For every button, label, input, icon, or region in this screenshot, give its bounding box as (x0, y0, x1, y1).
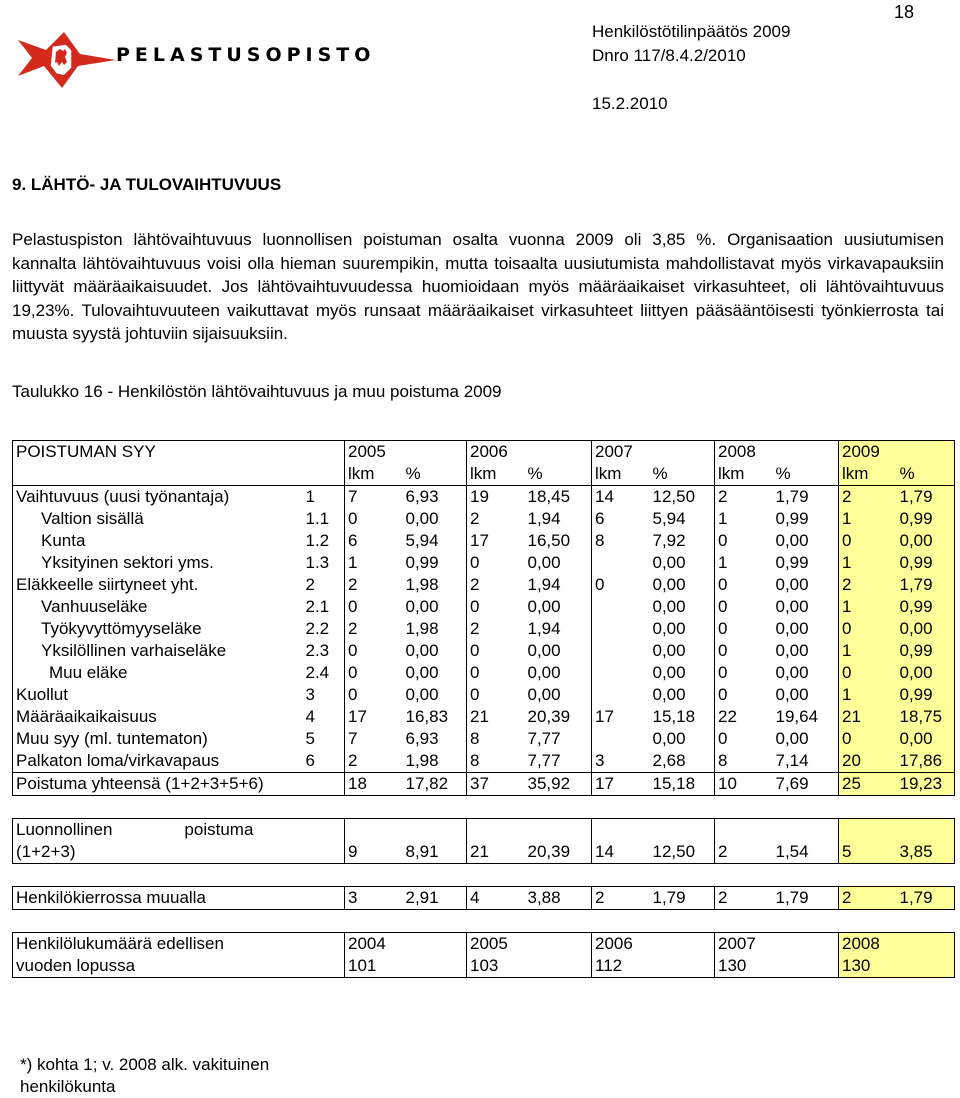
headcount-row-1 (13, 933, 955, 956)
unit-lkm: lkm (715, 463, 773, 486)
headcount-value: 103 (467, 955, 592, 978)
value-cell: 14 (592, 486, 650, 509)
section-paragraph: Pelastuspiston lähtövaihtuvuus luonnollisen poistuman osalta vuonna 2009 oli 3,85 %. Organisaation uusiutumisen kannalta lähtövaihtuvuus voisi olla hieman suurempikin, mutta toisaalta uusiutumista mahdollistavat myös virkavapauksiin liittyvät määräaikaisuudet. Jos lähtövaihtuvuudessa huomioidaan myös määräaikaiset virkasuhteet, oli lähtövaihtuvuus 19,23%. Tulovaihtuvuuteen vaikuttavat myös runsaat määräaikaiset virkasuhteet liittyen pääsääntöisesti työnkierrosta tai muusta syystä johtuviin sijaisuuksiin. (12, 230, 944, 343)
value-cell: 20 (839, 750, 897, 773)
pelastusopisto-logo-icon (18, 30, 116, 90)
value-cell: 0,00 (527, 641, 561, 660)
value-cell: 0,00 (527, 663, 561, 682)
natural-label-b: poistuma (184, 820, 254, 839)
value-cell: 18 (345, 773, 403, 796)
row-label: Yksityinen sektori yms. (13, 552, 303, 574)
value-cell: 0,99 (405, 553, 439, 572)
natural-label (13, 819, 345, 842)
headcount-year: 2004 (345, 933, 467, 956)
value-cell: 0 (715, 618, 773, 640)
row-code: 1 (303, 486, 345, 509)
value-cell: 1,98 (405, 575, 439, 594)
value-cell: 21 (467, 841, 525, 864)
value-cell: 18,45 (525, 486, 592, 509)
value-cell: 0,99 (897, 684, 955, 706)
value-cell (592, 640, 650, 662)
value-cell: 0 (839, 530, 897, 552)
value-cell: 15,18 (650, 773, 715, 796)
value-cell: 0 (345, 508, 403, 530)
value-cell: 0,00 (775, 685, 809, 704)
value-cell: 0,00 (652, 685, 686, 704)
value-cell: 0,99 (897, 640, 955, 662)
value-cell: 0,00 (405, 641, 439, 660)
value-cell: 0,00 (527, 553, 561, 572)
value-cell: 2 (345, 574, 403, 596)
value-cell: 0,00 (652, 663, 686, 682)
headcount-value: 130 (839, 955, 955, 978)
value-cell: 0 (715, 640, 773, 662)
table-row (13, 508, 955, 530)
table-header-row (13, 441, 955, 464)
footnote-line-1: *) kohta 1; v. 2008 alk. vakituinen (20, 1055, 270, 1074)
headcount-label-b: vuoden lopussa (13, 955, 345, 978)
value-cell: 5,94 (652, 509, 686, 528)
unit-lkm: lkm (345, 463, 403, 486)
value-cell: 17 (345, 706, 403, 728)
value-cell (592, 728, 650, 750)
header-year: 2006 (467, 441, 592, 464)
value-cell: 7,69 (773, 773, 839, 796)
value-cell: 7,92 (652, 531, 686, 550)
value-cell: 1,79 (897, 574, 955, 596)
value-cell: 0 (345, 662, 403, 684)
header-year: 2007 (592, 441, 715, 464)
value-cell: 0 (839, 728, 897, 750)
value-cell: 0,00 (775, 729, 809, 748)
row-code: 2.2 (305, 619, 330, 638)
blank-cell (897, 819, 955, 842)
value-cell: 1,79 (897, 887, 955, 910)
value-cell: 0,00 (652, 553, 686, 572)
value-cell: 1 (345, 552, 403, 574)
value-cell: 0 (345, 596, 403, 618)
value-cell: 1,98 (405, 619, 439, 638)
row-code: 1.1 (305, 509, 330, 528)
table-row (13, 552, 955, 574)
headcount-value: 130 (715, 955, 839, 978)
value-cell: 2 (715, 486, 773, 509)
row-label: Palkaton loma/virkavapaus (13, 750, 303, 773)
row-label: Muu eläke (13, 662, 303, 684)
value-cell: 19,64 (775, 707, 819, 726)
row-label: Määräaikaikaisuus (13, 706, 303, 728)
value-cell: 22 (715, 706, 773, 728)
value-cell: 0,00 (775, 531, 809, 550)
value-cell (592, 618, 650, 640)
value-cell: 2 (592, 887, 650, 910)
row-code: 4 (305, 707, 315, 726)
value-cell: 3,85 (897, 841, 955, 864)
value-cell: 0 (345, 684, 403, 706)
value-cell: 21 (467, 706, 525, 728)
value-cell: 0,00 (405, 685, 439, 704)
table-row (13, 530, 955, 552)
value-cell: 12,50 (650, 486, 715, 509)
value-cell: 2,91 (403, 887, 467, 910)
value-cell: 9 (345, 841, 403, 864)
value-cell: 37 (467, 773, 525, 796)
value-cell: 1,79 (897, 486, 955, 509)
value-cell: 0 (467, 662, 525, 684)
value-cell: 0,99 (897, 508, 955, 530)
value-cell: 1 (715, 508, 773, 530)
value-cell (592, 552, 650, 574)
total-row (13, 773, 955, 796)
value-cell: 19 (467, 486, 525, 509)
value-cell: 17 (467, 530, 525, 552)
row-code: 1.3 (305, 553, 330, 572)
row-label: Kunta (13, 530, 303, 552)
value-cell: 1 (839, 596, 897, 618)
value-cell: 8 (592, 530, 650, 552)
value-cell: 8 (467, 750, 525, 773)
blank-cell (650, 819, 715, 842)
value-cell: 3,88 (525, 887, 592, 910)
spacer (13, 910, 955, 933)
value-cell: 6,93 (403, 486, 467, 509)
value-cell: 3 (345, 887, 403, 910)
value-cell: 4 (467, 887, 525, 910)
value-cell: 0,00 (897, 728, 955, 750)
value-cell: 17,86 (897, 750, 955, 773)
section-heading: 9. LÄHTÖ- JA TULOVAIHTUVUUS (12, 175, 282, 194)
value-cell: 0 (715, 530, 773, 552)
row-label: Vaihtuvuus (uusi työnantaja) (13, 486, 303, 509)
value-cell: 20,39 (527, 707, 571, 726)
unit-lkm: lkm (839, 463, 897, 486)
spacer-row (13, 796, 955, 819)
unit-pct: % (527, 464, 543, 483)
value-cell (592, 684, 650, 706)
headcount-value: 101 (345, 955, 467, 978)
value-cell: 2 (839, 486, 897, 509)
row-code: 2 (305, 575, 315, 594)
value-cell: 1,94 (527, 509, 561, 528)
unit-lkm: lkm (592, 463, 650, 486)
value-cell: 6 (345, 530, 403, 552)
table-row (13, 750, 955, 773)
value-cell: 0,00 (405, 509, 439, 528)
unit-pct: % (652, 464, 668, 483)
value-cell: 0,00 (775, 641, 809, 660)
value-cell: 0 (467, 596, 525, 618)
value-cell: 7 (345, 728, 403, 750)
blank-cell (403, 819, 467, 842)
value-cell: 0 (839, 662, 897, 684)
value-cell: 0,00 (652, 729, 686, 748)
headcount-label-a: Henkilölukumäärä edellisen (13, 933, 345, 956)
unit-pct: % (897, 463, 955, 486)
headcount-year: 2007 (715, 933, 839, 956)
value-cell: 8 (467, 728, 525, 750)
value-cell: 17,82 (403, 773, 467, 796)
organization-name (116, 44, 375, 66)
value-cell: 0 (467, 684, 525, 706)
value-cell: 0,00 (775, 619, 809, 638)
value-cell: 1 (839, 508, 897, 530)
value-cell: 2 (467, 574, 525, 596)
spacer (13, 796, 955, 819)
value-cell: 16,83 (405, 707, 449, 726)
value-cell: 0,00 (652, 597, 686, 616)
doc-title: Henkilöstötilinpäätös 2009 (592, 22, 791, 41)
value-cell: 17 (592, 706, 650, 728)
header-year: 2008 (715, 441, 839, 464)
value-cell: 0,00 (897, 530, 955, 552)
value-cell: 1,94 (527, 619, 561, 638)
value-cell: 0,00 (405, 597, 439, 616)
value-cell: 0,99 (897, 552, 955, 574)
value-cell: 3 (592, 750, 650, 773)
header-year: 2005 (345, 441, 467, 464)
value-cell: 17 (592, 773, 650, 796)
value-cell: 0,00 (652, 575, 686, 594)
row-label: Muu syy (ml. tuntematon) (13, 728, 303, 750)
blank-cell (715, 819, 773, 842)
header-title: POISTUMAN SYY (13, 441, 345, 464)
page-number: 18 (893, 2, 914, 22)
doc-date: 15.2.2010 (592, 94, 668, 113)
value-cell: 35,92 (525, 773, 592, 796)
turnover-table (12, 440, 955, 978)
value-cell: 12,50 (650, 841, 715, 864)
row-label: Valtion sisällä (13, 508, 303, 530)
value-cell: 2 (345, 750, 403, 773)
value-cell: 2 (467, 618, 525, 640)
row-label: Vanhuuseläke (13, 596, 303, 618)
footnote (20, 1054, 269, 1098)
value-cell: 8,91 (403, 841, 467, 864)
org-name-text: PELASTUSOPISTO (116, 44, 376, 66)
table-row (13, 728, 955, 750)
value-cell: 0 (467, 640, 525, 662)
table-caption: Taulukko 16 - Henkilöstön lähtövaihtuvuus ja muu poistuma 2009 (12, 382, 502, 401)
natural-row-2 (13, 841, 955, 864)
spacer (13, 864, 955, 887)
unit-pct: % (775, 464, 791, 483)
value-cell: 21 (839, 706, 897, 728)
value-cell: 15,18 (652, 707, 696, 726)
value-cell: 1,79 (773, 887, 839, 910)
value-cell: 14 (592, 841, 650, 864)
value-cell: 0,00 (775, 663, 809, 682)
blank-cell (13, 463, 345, 486)
row-label: Kuollut (13, 684, 303, 706)
table-row (13, 640, 955, 662)
value-cell: 0,00 (775, 575, 809, 594)
natural-row-1 (13, 819, 955, 842)
value-cell: 25 (839, 773, 897, 796)
table-row (13, 486, 955, 509)
value-cell: 16,50 (527, 531, 571, 550)
value-cell: 7,77 (527, 729, 561, 748)
value-cell: 1 (839, 640, 897, 662)
blank-cell (345, 819, 403, 842)
value-cell: 0 (715, 574, 773, 596)
table-row (13, 684, 955, 706)
spacer-row (13, 910, 955, 933)
natural-label-c: (1+2+3) (13, 841, 345, 864)
value-cell: 8 (715, 750, 773, 773)
row-code: 2.3 (305, 641, 330, 660)
value-cell: 2,68 (652, 751, 686, 770)
row-label: Yksilöllinen varhaiseläke (13, 640, 303, 662)
value-cell: 2 (715, 841, 773, 864)
value-cell: 1,79 (773, 486, 839, 509)
table-row (13, 596, 955, 618)
value-cell: 7,77 (527, 751, 561, 770)
value-cell: 1,94 (527, 575, 561, 594)
value-cell: 19,23 (897, 773, 955, 796)
rotation-row (13, 887, 955, 910)
value-cell: 0,00 (527, 685, 561, 704)
unit-lkm: lkm (467, 463, 525, 486)
value-cell: 5,94 (405, 531, 439, 550)
doc-number: Dnro 117/8.4.2/2010 (592, 46, 746, 65)
value-cell (592, 596, 650, 618)
value-cell: 2 (345, 618, 403, 640)
value-cell: 0 (715, 684, 773, 706)
blank-cell (839, 819, 897, 842)
value-cell: 1 (715, 552, 773, 574)
value-cell: 7 (345, 486, 403, 509)
value-cell: 0 (715, 596, 773, 618)
value-cell: 0,99 (775, 509, 809, 528)
headcount-year: 2005 (467, 933, 592, 956)
headcount-year: 2006 (592, 933, 715, 956)
value-cell: 0,99 (775, 553, 809, 572)
blank-cell (773, 819, 839, 842)
row-code: 3 (305, 685, 315, 704)
value-cell: 0 (715, 662, 773, 684)
value-cell: 0 (345, 640, 403, 662)
value-cell: 2 (467, 508, 525, 530)
value-cell (592, 662, 650, 684)
headcount-year: 2008 (839, 933, 955, 956)
row-code: 1.2 (305, 531, 330, 550)
value-cell: 10 (715, 773, 773, 796)
rotation-label: Henkilökierrossa muualla (13, 887, 345, 910)
value-cell: 5 (839, 841, 897, 864)
value-cell: 2 (715, 887, 773, 910)
value-cell: 2 (839, 887, 897, 910)
value-cell: 20,39 (525, 841, 592, 864)
value-cell: 6,93 (405, 729, 439, 748)
blank-cell (525, 819, 592, 842)
value-cell: 7,14 (775, 751, 809, 770)
total-label: Poistuma yhteensä (1+2+3+5+6) (13, 773, 345, 796)
table-subheader-row (13, 463, 955, 486)
footnote-line-2: henkilökunta (20, 1077, 116, 1096)
value-cell: 0,00 (652, 641, 686, 660)
table-row (13, 706, 955, 728)
value-cell: 1,79 (650, 887, 715, 910)
blank-cell (467, 819, 525, 842)
spacer-row (13, 864, 955, 887)
value-cell: 0,99 (897, 596, 955, 618)
value-cell: 0,00 (405, 663, 439, 682)
row-code: 2.4 (305, 663, 330, 682)
unit-pct: % (405, 464, 421, 483)
value-cell: 0,00 (775, 597, 809, 616)
table-row (13, 618, 955, 640)
headcount-value: 112 (592, 955, 715, 978)
value-cell: 1,98 (405, 751, 439, 770)
value-cell: 0,00 (652, 619, 686, 638)
value-cell: 2 (839, 574, 897, 596)
table-row (13, 574, 955, 596)
row-code: 6 (305, 751, 315, 770)
row-label: Eläkkeelle siirtyneet yht. (13, 574, 303, 596)
value-cell: 0 (467, 552, 525, 574)
header-year: 2009 (839, 441, 955, 464)
value-cell: 0,00 (897, 662, 955, 684)
value-cell: 1,54 (773, 841, 839, 864)
blank-cell (592, 819, 650, 842)
value-cell: 0 (592, 574, 650, 596)
document-info (592, 20, 790, 68)
value-cell: 0,00 (897, 618, 955, 640)
value-cell: 1 (839, 684, 897, 706)
row-label: Työkyvyttömyyseläke (13, 618, 303, 640)
row-code: 2.1 (305, 597, 330, 616)
value-cell: 18,75 (897, 706, 955, 728)
natural-label-a: Luonnollinen (16, 820, 113, 839)
value-cell: 0 (715, 728, 773, 750)
row-code: 5 (305, 729, 315, 748)
value-cell: 6 (592, 508, 650, 530)
value-cell: 0,00 (527, 597, 561, 616)
table-row (13, 662, 955, 684)
value-cell: 1 (839, 552, 897, 574)
value-cell: 0 (839, 618, 897, 640)
headcount-row-2 (13, 955, 955, 978)
